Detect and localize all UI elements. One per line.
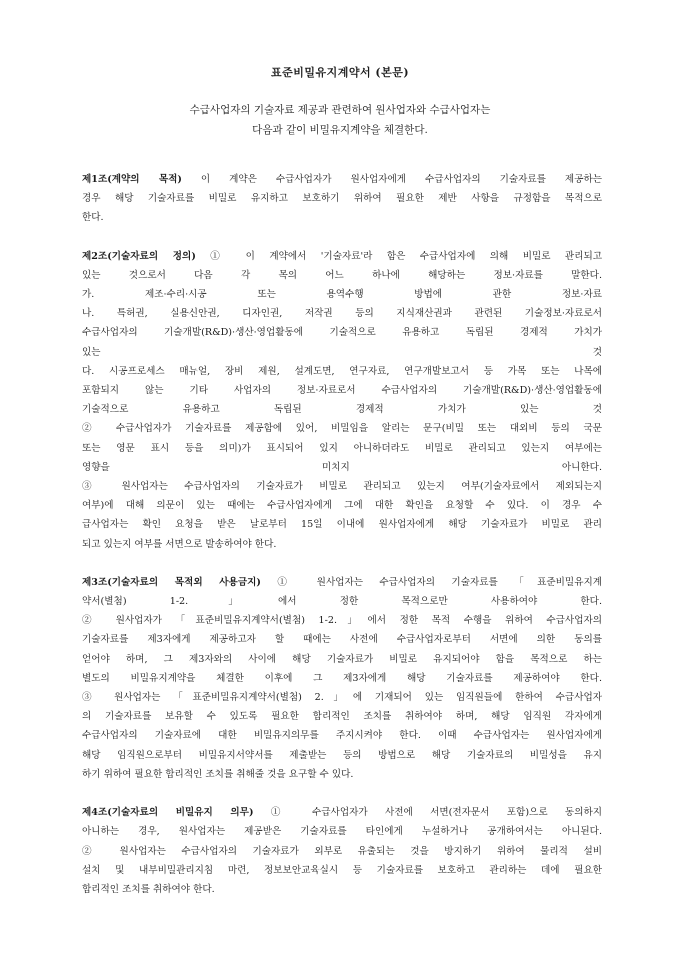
intro-line: 수급사업자의 기술자료 제공과 관련하여 원사업자와 수급사업자는 bbox=[189, 104, 491, 116]
article-line: 경우 해당 기술자료를 비밀로 유지하고 보호하기 위하여 필요한 제반 사항을 규정함을 목적으로 bbox=[82, 193, 602, 205]
document-title: 표준비밀유지계약서 (본문) bbox=[270, 66, 410, 79]
article-line: 해당 임직원으로부터 비밀유지서약서를 제출받는 등의 방법으로 해당 기술자료의 비밀성을 유지 bbox=[82, 749, 602, 761]
article-2 bbox=[82, 247, 602, 554]
document-body bbox=[82, 170, 602, 918]
article-line: 되고 있는지 여부를 서면으로 발송하여야 한다. bbox=[82, 538, 277, 550]
intro-line: 다음과 같이 비밀유지계약을 체결한다. bbox=[252, 124, 428, 136]
article-text: 이 계약은 수급사업자가 원사업자에게 수급사업자의 기술자료를 제공하는 bbox=[181, 174, 602, 185]
article-line: 있는 것으로서 다음 각 목의 어느 하나에 해당하는 정보·자료를 말한다. bbox=[82, 269, 602, 281]
article-line: 기술자료를 제3자에게 제공하고자 할 때에는 사전에 수급사업자로부터 서면에 의한 동의를 bbox=[82, 634, 602, 646]
article-line: 급사업자는 확인 요청을 받은 날로부터 15일 이내에 원사업자에게 해당 기술자료가 비밀로 관리 bbox=[82, 519, 602, 531]
article-line: 약서(별첨) 1-2.」에서 정한 목적으로만 사용하여야 한다. bbox=[82, 596, 602, 608]
article-1 bbox=[82, 170, 602, 228]
article-line bbox=[82, 247, 602, 266]
article-line bbox=[82, 170, 602, 189]
article-line bbox=[82, 803, 602, 822]
article-line: 수급사업자의 기술개발(R&D)·생산·영업활동에 기술적으로 유용하고 독립된 경제적 가치가 bbox=[82, 327, 602, 339]
article-line: 있는 것 bbox=[82, 346, 602, 358]
article-text: ① 수급사업자가 사전에 서면(전자문서 포함)으로 동의하지 bbox=[253, 807, 602, 819]
article-line: ② 원사업자가 「표준비밀유지계약서(별첨) 1-2.」에서 정한 목적 수행을 위하여 수급사업자의 bbox=[82, 615, 602, 627]
document-intro bbox=[0, 100, 680, 140]
article-heading: 제2조(기술자료의 정의) bbox=[82, 250, 196, 262]
article-line: 합리적인 조치를 취하여야 한다. bbox=[82, 883, 215, 895]
article-line: 설치 및 내부비밀관리지침 마련, 정보보안교육실시 등 기술자료를 보호하고 관리하는 데에 필요한 bbox=[82, 864, 602, 876]
article-line: 아니하는 경우, 원사업자는 제공받은 기술자료를 타인에게 누설하거나 공개하여서는 아니된다. bbox=[82, 826, 602, 838]
article-3 bbox=[82, 573, 602, 784]
article-text: ① 이 계약에서 '기술자료'라 함은 수급사업자에 의해 비밀로 관리되고 bbox=[195, 250, 602, 262]
article-line: 한다. bbox=[82, 212, 104, 224]
article-line: 가. 제조·수리·시공 또는 용역수행 방법에 관한 정보·자료 bbox=[82, 289, 602, 301]
article-line: 얻어야 하며, 그 제3자와의 사이에 해당 기술자료가 비밀로 유지되어야 함을 목적으로 하는 bbox=[82, 653, 602, 665]
article-line: 기술적으로 유용하고 독립된 경제적 가치가 있는 것 bbox=[82, 404, 602, 416]
article-heading: 제3조(기술자료의 목적외 사용금지) bbox=[82, 576, 261, 588]
article-line: ② 원사업자는 수급사업자의 기술자료가 외부로 유출되는 것을 방지하기 위하여 물리적 설비 bbox=[82, 845, 602, 857]
article-4 bbox=[82, 803, 602, 899]
article-line: ③ 원사업자는 수급사업자의 기술자료가 비밀로 관리되고 있는지 여부(기술자료에서 제외되는지 bbox=[82, 481, 602, 493]
article-line: 별도의 비밀유지계약을 체결한 이후에 그 제3자에게 해당 기술자료를 제공하여야 한다. bbox=[82, 672, 602, 684]
article-text: ① 원사업자는 수급사업자의 기술자료를 「표준비밀유지계 bbox=[260, 576, 602, 588]
article-line: 또는 영문 표시 등을 의미)가 표시되어 있지 아니하더라도 비밀로 관리되고 있는지 여부에는 bbox=[82, 442, 602, 454]
article-line: ③ 원사업자는 「표준비밀유지계약서(별첨) 2.」에 기재되어 있는 임직원들에 한하여 수급사업자 bbox=[82, 692, 602, 704]
article-line: 영향을 미치지 아니한다. bbox=[82, 461, 602, 473]
article-line: 하기 위하여 필요한 합리적인 조치를 취해줄 것을 요구할 수 있다. bbox=[82, 768, 354, 780]
article-line: 의 기술자료를 보유할 수 있도록 필요한 합리적인 조치를 취하여야 하며, 해당 임직원 각자에게 bbox=[82, 711, 602, 723]
article-line: 나. 특허권, 실용신안권, 디자인권, 저작권 등의 지식재산권과 관련된 기술정보·자료로서 bbox=[82, 308, 602, 320]
article-heading: 제4조(기술자료의 비밀유지 의무) bbox=[82, 807, 254, 819]
article-line: 다. 시공프로세스 매뉴얼, 장비 제원, 설계도면, 연구자료, 연구개발보고서 등 가목 또는 나목에 bbox=[82, 365, 602, 377]
article-line bbox=[82, 573, 602, 592]
article-line: 포함되지 않는 기타 사업자의 정보·자료로서 수급사업자의 기술개발(R&D)·생산·영업활동에 bbox=[82, 385, 602, 397]
article-heading: 제1조(계약의 목적) bbox=[82, 174, 182, 185]
article-line: 여부)에 대해 의문이 있는 때에는 수급사업자에게 그에 대한 확인을 요청할 수 있다. 이 경우 수 bbox=[82, 500, 602, 512]
article-line: 수급사업자의 기술자료에 대한 비밀유지의무를 주지시켜야 한다. 이때 수급사업자는 원사업자에게 bbox=[82, 730, 602, 742]
article-line: ② 수급사업자가 기술자료를 제공함에 있어, 비밀임을 알리는 문구(비밀 또는 대외비 등의 국문 bbox=[82, 423, 602, 435]
